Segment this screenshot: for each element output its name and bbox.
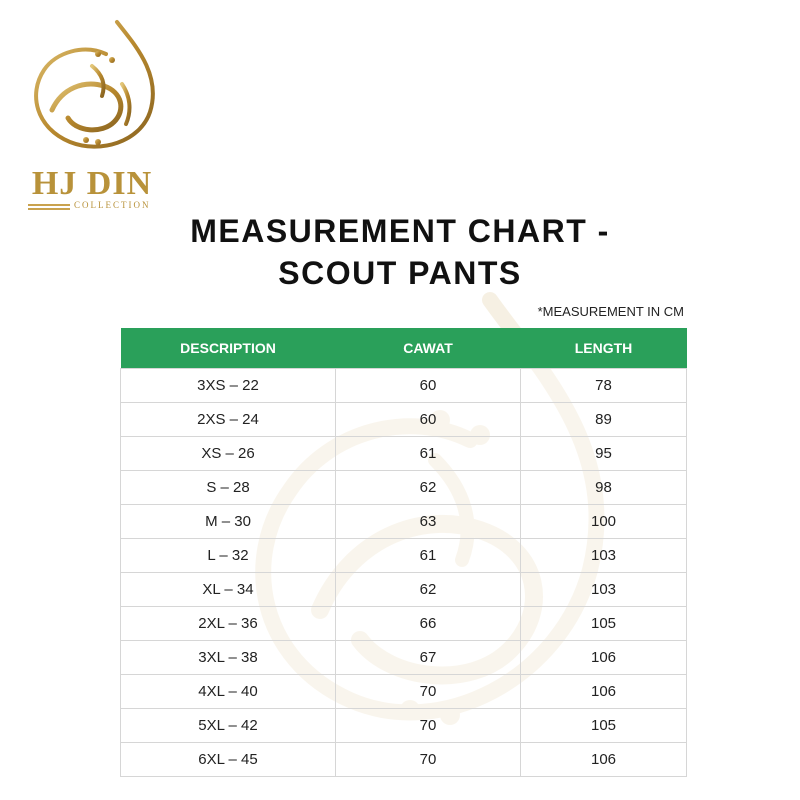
cell-cawat: 62 bbox=[336, 573, 521, 607]
table-row bbox=[121, 709, 687, 743]
cell-description: 2XS – 24 bbox=[121, 403, 336, 437]
cell-description: 4XL – 40 bbox=[121, 675, 336, 709]
unit-note: *MEASUREMENT IN CM bbox=[537, 304, 684, 319]
title-line-2: SCOUT PANTS bbox=[278, 255, 522, 291]
title-line-1: MEASUREMENT CHART - bbox=[190, 213, 610, 249]
cell-cawat: 61 bbox=[336, 539, 521, 573]
cell-length: 105 bbox=[521, 607, 687, 641]
cell-cawat: 60 bbox=[336, 403, 521, 437]
column-header-cawat: CAWAT bbox=[336, 328, 521, 369]
cell-cawat: 63 bbox=[336, 505, 521, 539]
cell-length: 78 bbox=[521, 369, 687, 403]
cell-description: XS – 26 bbox=[121, 437, 336, 471]
table-row bbox=[121, 437, 687, 471]
brand-logo bbox=[22, 14, 162, 210]
table-header-row bbox=[121, 328, 687, 369]
cell-cawat: 67 bbox=[336, 641, 521, 675]
column-header-description: DESCRIPTION bbox=[121, 328, 336, 369]
brand-divider bbox=[28, 204, 70, 206]
table-row bbox=[121, 471, 687, 505]
cell-length: 103 bbox=[521, 573, 687, 607]
cell-cawat: 60 bbox=[336, 369, 521, 403]
cell-description: L – 32 bbox=[121, 539, 336, 573]
cell-cawat: 70 bbox=[336, 709, 521, 743]
brand-subtitle: COLLECTION bbox=[74, 200, 151, 210]
cell-length: 100 bbox=[521, 505, 687, 539]
table-row bbox=[121, 539, 687, 573]
column-header-length: LENGTH bbox=[521, 328, 687, 369]
cell-description: 5XL – 42 bbox=[121, 709, 336, 743]
cell-length: 106 bbox=[521, 641, 687, 675]
cell-length: 106 bbox=[521, 743, 687, 777]
table-row bbox=[121, 743, 687, 777]
cell-length: 98 bbox=[521, 471, 687, 505]
cell-description: M – 30 bbox=[121, 505, 336, 539]
cell-description: 3XL – 38 bbox=[121, 641, 336, 675]
cell-cawat: 66 bbox=[336, 607, 521, 641]
brand-divider bbox=[28, 208, 70, 210]
cell-description: 2XL – 36 bbox=[121, 607, 336, 641]
table-row bbox=[121, 573, 687, 607]
cell-cawat: 70 bbox=[336, 743, 521, 777]
table-row bbox=[121, 675, 687, 709]
cell-description: XL – 34 bbox=[121, 573, 336, 607]
cell-cawat: 62 bbox=[336, 471, 521, 505]
measurement-table bbox=[120, 328, 687, 777]
brand-name: HJ DIN bbox=[31, 165, 153, 202]
table-row bbox=[121, 607, 687, 641]
cell-length: 103 bbox=[521, 539, 687, 573]
table-row bbox=[121, 403, 687, 437]
cell-length: 106 bbox=[521, 675, 687, 709]
cell-length: 105 bbox=[521, 709, 687, 743]
cell-description: S – 28 bbox=[121, 471, 336, 505]
cell-description: 3XS – 22 bbox=[121, 369, 336, 403]
cell-length: 89 bbox=[521, 403, 687, 437]
page-title bbox=[100, 210, 700, 294]
cell-cawat: 70 bbox=[336, 675, 521, 709]
cell-length: 95 bbox=[521, 437, 687, 471]
table-row bbox=[121, 369, 687, 403]
table-row bbox=[121, 505, 687, 539]
cell-cawat: 61 bbox=[336, 437, 521, 471]
table-row bbox=[121, 641, 687, 675]
arabic-calligraphy-emblem-icon bbox=[22, 14, 162, 164]
cell-description: 6XL – 45 bbox=[121, 743, 336, 777]
